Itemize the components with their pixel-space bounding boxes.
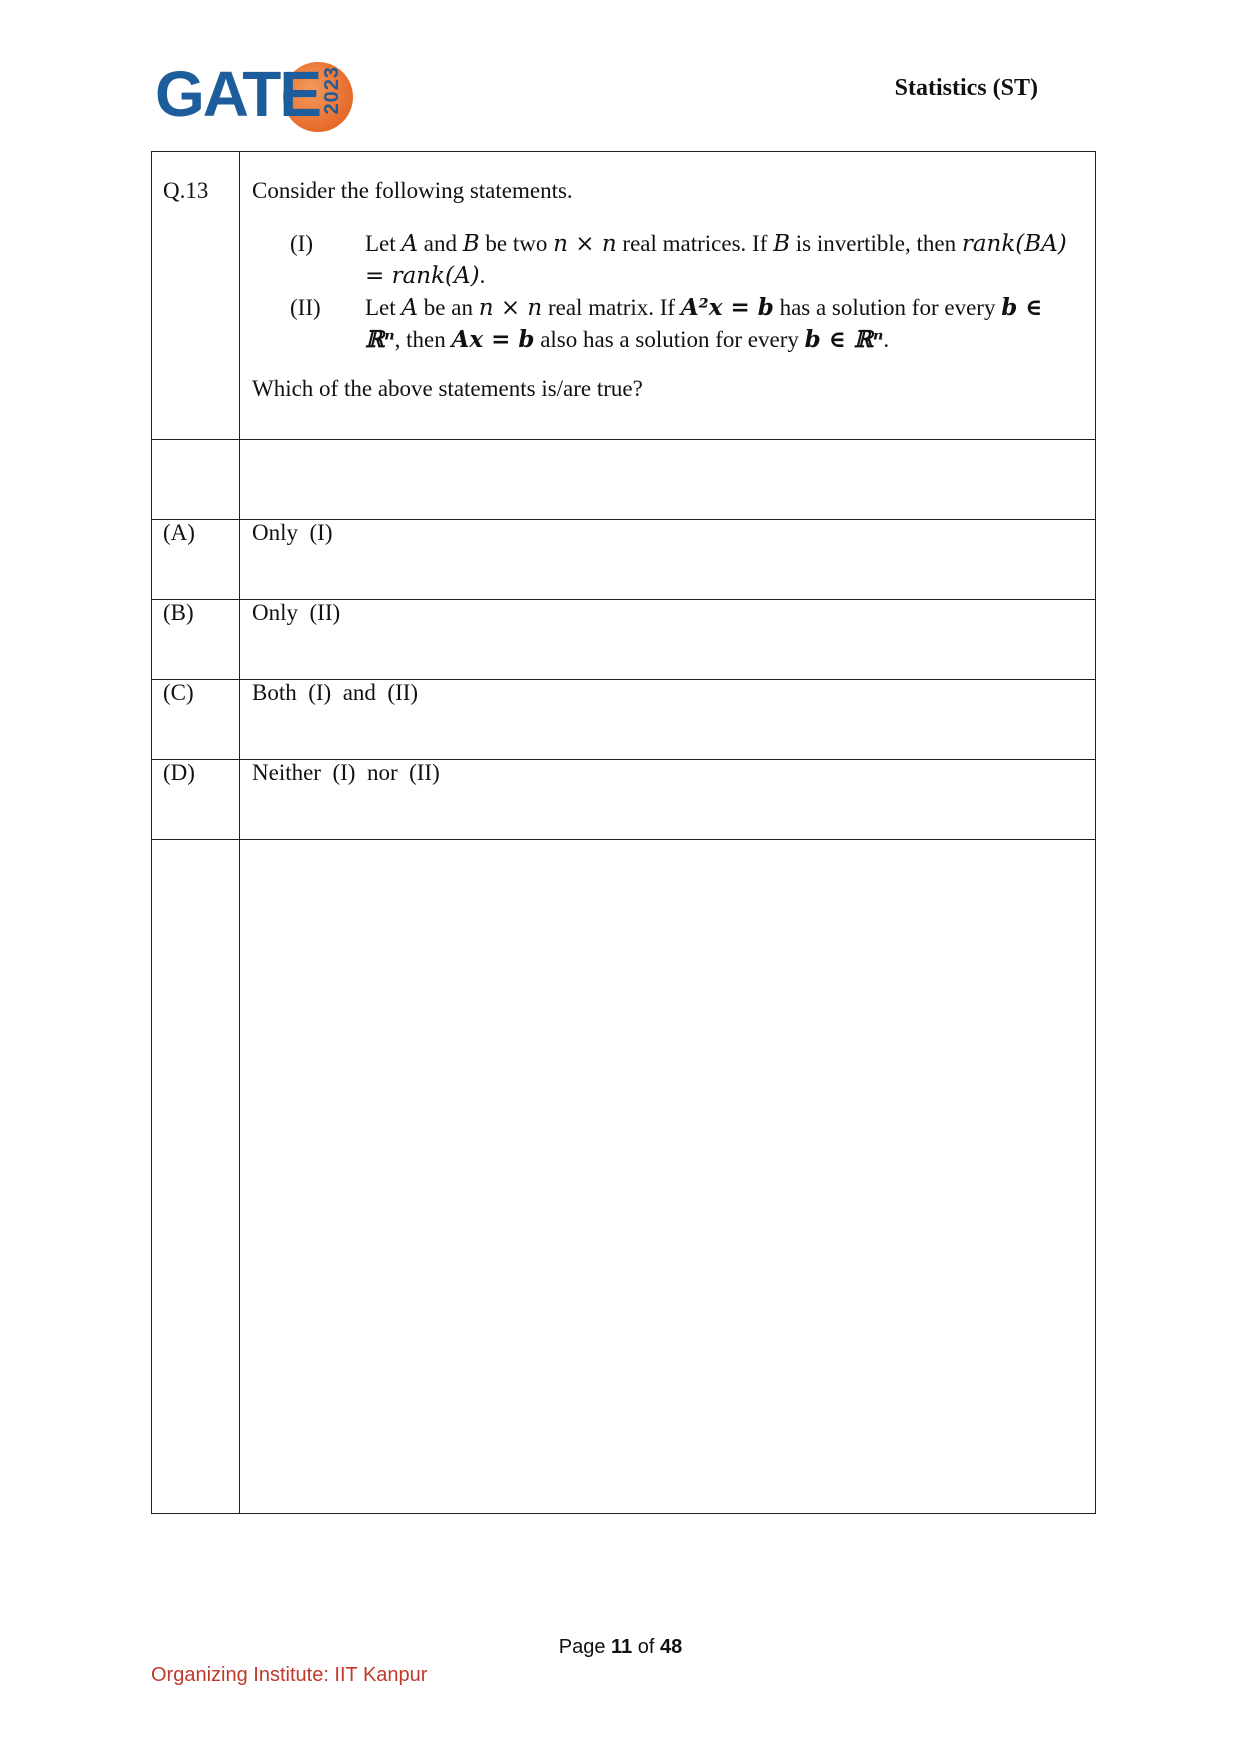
math-span: A [401, 295, 419, 321]
empty-row [152, 840, 1096, 1514]
math-span: A [401, 231, 419, 257]
option-row-c[interactable] [152, 680, 1096, 760]
statement-text [365, 292, 1081, 356]
text-span: Let [365, 295, 402, 320]
text-span: be two [479, 231, 554, 256]
logo-text: GATE [155, 58, 321, 130]
page-prefix: Page [558, 1636, 612, 1658]
text-span: , then [394, 327, 452, 352]
math-span: n × n [478, 295, 543, 321]
text-span: . [479, 263, 486, 288]
math-span: b ∈ ℝⁿ [804, 326, 884, 353]
option-row-d[interactable] [152, 760, 1096, 840]
math-span: A²x = b [680, 294, 774, 321]
option-row-a[interactable] [152, 520, 1096, 600]
page-current: 11 [611, 1636, 633, 1658]
math-span: b ∈ ℝⁿ [365, 294, 1043, 353]
text-span: has a solution for every [773, 295, 1002, 320]
option-label: (C) [152, 680, 240, 760]
math-span: B [773, 231, 791, 257]
text-span: real matrix. If [542, 295, 681, 320]
text-span: real matrices. If [616, 231, 774, 256]
option-label: (D) [152, 760, 240, 840]
logo-year: 2023 [321, 66, 343, 115]
question-number: Q.13 [152, 152, 240, 440]
blank-cell [152, 440, 240, 520]
blank-row [152, 440, 1096, 520]
math-span: rank(BA) = rank(A) [365, 231, 1067, 289]
organizer-footer: Organizing Institute: IIT Kanpur [151, 1664, 428, 1686]
question-ask: Which of the above statements is/are true? [252, 376, 643, 401]
page-of: of [632, 1636, 660, 1658]
math-span: B [462, 231, 480, 257]
question-intro: Consider the following statements. [252, 178, 573, 203]
paper-title: Statistics (ST) [894, 75, 1038, 101]
question-row [152, 152, 1096, 440]
statement-label: (I) [290, 231, 313, 256]
question-body [240, 152, 1096, 440]
option-label: (A) [152, 520, 240, 600]
text-span: also has a solution for every [534, 327, 805, 352]
text-span: be an [418, 295, 479, 320]
text-span: Let [365, 231, 402, 256]
page-number [0, 1636, 1241, 1659]
option-text: Neither (I) nor (II) [240, 760, 1096, 840]
option-text: Both (I) and (II) [240, 680, 1096, 760]
statement-2 [252, 292, 1081, 356]
text-span: and [418, 231, 463, 256]
math-span: n × n [553, 231, 617, 257]
statement-text [365, 228, 1081, 292]
math-span: Ax = b [451, 326, 535, 353]
option-row-b[interactable] [152, 600, 1096, 680]
text-span: . [883, 327, 890, 352]
option-text: Only (I) [240, 520, 1096, 600]
option-label: (B) [152, 600, 240, 680]
text-span: is invertible, then [790, 231, 962, 256]
statement-label: (II) [290, 295, 321, 320]
blank-cell [240, 440, 1096, 520]
empty-cell [240, 840, 1096, 1514]
question-table [151, 151, 1096, 1514]
option-text: Only (II) [240, 600, 1096, 680]
gate-logo [155, 58, 365, 138]
empty-cell [152, 840, 240, 1514]
statement-1 [252, 228, 1081, 292]
page-total: 48 [659, 1636, 683, 1658]
